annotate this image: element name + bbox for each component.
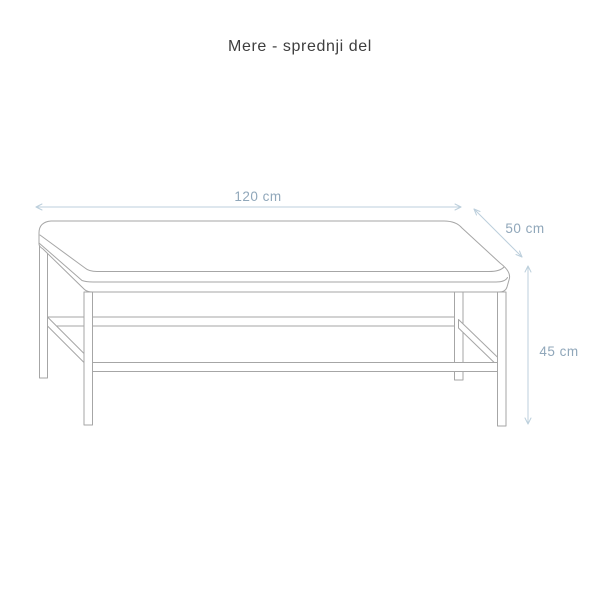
- dimension-height-label: 45 cm: [539, 344, 579, 359]
- bench-front-stretcher: [90, 363, 506, 372]
- bench-drawing: [39, 221, 510, 426]
- dimension-width: [36, 204, 461, 210]
- dimension-width-label: 120 cm: [234, 189, 282, 204]
- bench-back-stretcher: [48, 317, 455, 326]
- dimension-depth-label: 50 cm: [505, 221, 545, 236]
- bench-cushion: [39, 221, 510, 292]
- dimension-height: [525, 266, 531, 424]
- bench-front-right-leg: [498, 292, 507, 426]
- page-title: Mere - sprednji del: [228, 38, 372, 55]
- bench-front-left-leg: [84, 292, 93, 425]
- bench-back-left-leg: [40, 238, 48, 378]
